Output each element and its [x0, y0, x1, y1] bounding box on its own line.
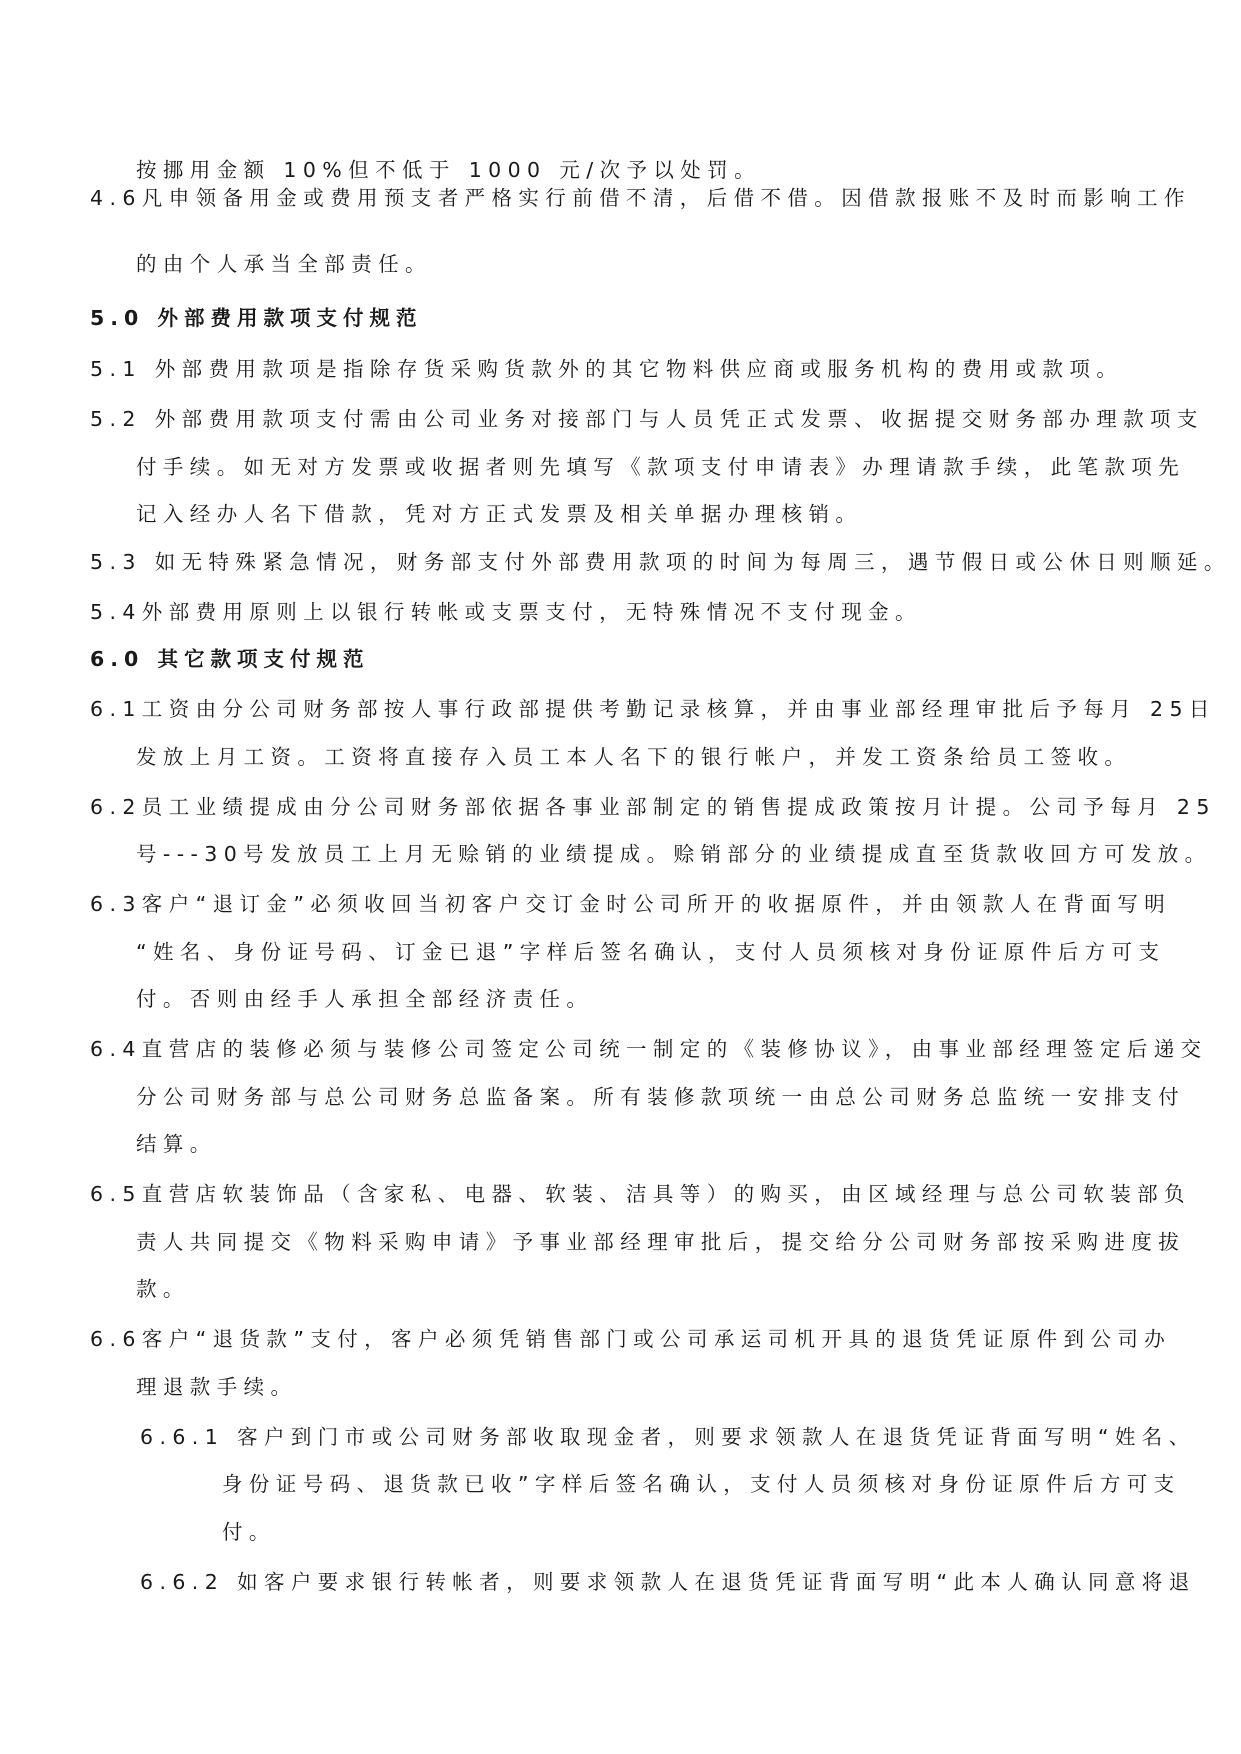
text-line: 理退款手续。 [136, 1375, 298, 1399]
text-line: 4.6凡申领备用金或费用预支者严格实行前借不清，后借不借。因借款报账不及时而影响工作 [90, 186, 1191, 210]
text-line: “姓名、身份证号码、订金已退”字样后签名确认，支付人员须核对身份证原件后方可支 [136, 940, 1166, 964]
text-line: 号---30号发放员工上月无赊销的业绩提成。赊销部分的业绩提成直至货款收回方可发放。 [136, 842, 1212, 866]
text-line: 6.3客户“退订金”必须收回当初客户交订金时公司所开的收据原件，并由领款人在背面写明 [90, 892, 1172, 916]
text-line: 付。 [222, 1520, 276, 1544]
text-line: 款。 [136, 1277, 190, 1301]
text-line: 6.2员工业绩提成由分公司财务部依据各事业部制定的销售提成政策按月计提。公司予每月 25 [90, 795, 1216, 819]
text-line: 责人共同提交《物料采购申请》予事业部经理审批后，提交给分公司财务部按采购进度拔 [136, 1230, 1186, 1254]
text-line: 身份证号码、退货款已收”字样后签名确认，支付人员须核对身份证原件后方可支 [222, 1472, 1181, 1496]
text-line: 6.6客户“退货款”支付，客户必须凭销售部门或公司承运司机开具的退货凭证原件到公司办 [90, 1327, 1172, 1351]
text-line: 6.5直营店软装饰品（含家私、电器、软装、洁具等）的购买，由区域经理与总公司软装部负 [90, 1182, 1191, 1206]
section-heading: 5.0 外部费用款项支付规范 [90, 306, 423, 330]
text-line: 发放上月工资。工资将直接存入员工本人名下的银行帐户，并发工资条给员工签收。 [136, 745, 1132, 769]
text-line: 的由个人承当全部责任。 [136, 252, 432, 276]
text-line: 按挪用金额 10%但不低于 1000 元/次予以处罚。 [136, 158, 761, 182]
text-line: 分公司财务部与总公司财务总监备案。所有装修款项统一由总公司财务总监统一安排支付 [136, 1085, 1186, 1109]
text-line: 记入经办人名下借款，凭对方正式发票及相关单据办理核销。 [136, 502, 863, 526]
text-line: 5.3 如无特殊紧急情况，财务部支付外部费用款项的时间为每周三，遇节假日或公休日则顺延。 [90, 550, 1231, 574]
text-line: 5.2 外部费用款项支付需由公司业务对接部门与人员凭正式发票、收据提交财务部办理款项支 [90, 407, 1204, 431]
text-line: 5.1 外部费用款项是指除存货采购货款外的其它物料供应商或服务机构的费用或款项。 [90, 357, 1124, 381]
text-line: 6.6.1 客户到门市或公司财务部收取现金者，则要求领款人在退货凭证背面写明“姓名、 [140, 1425, 1196, 1449]
text-line: 6.6.2 如客户要求银行转帐者，则要求领款人在退货凭证背面写明“此本人确认同意将退 [140, 1570, 1196, 1594]
text-line: 6.4直营店的装修必须与装修公司签定公司统一制定的《装修协议》，由事业部经理签定后递交 [90, 1037, 1208, 1061]
text-line: 5.4外部费用原则上以银行转帐或支票支付，无特殊情况不支付现金。 [90, 600, 922, 624]
text-line: 结算。 [136, 1132, 217, 1156]
text-line: 付手续。如无对方发票或收据者则先填写《款项支付申请表》办理请款手续，此笔款项先 [136, 455, 1186, 479]
section-heading: 6.0 其它款项支付规范 [90, 647, 370, 671]
text-line: 付。否则由经手人承担全部经济责任。 [136, 987, 594, 1011]
text-line: 6.1工资由分公司财务部按人事行政部提供考勤记录核算，并由事业部经理审批后予每月 25日 [90, 697, 1216, 721]
